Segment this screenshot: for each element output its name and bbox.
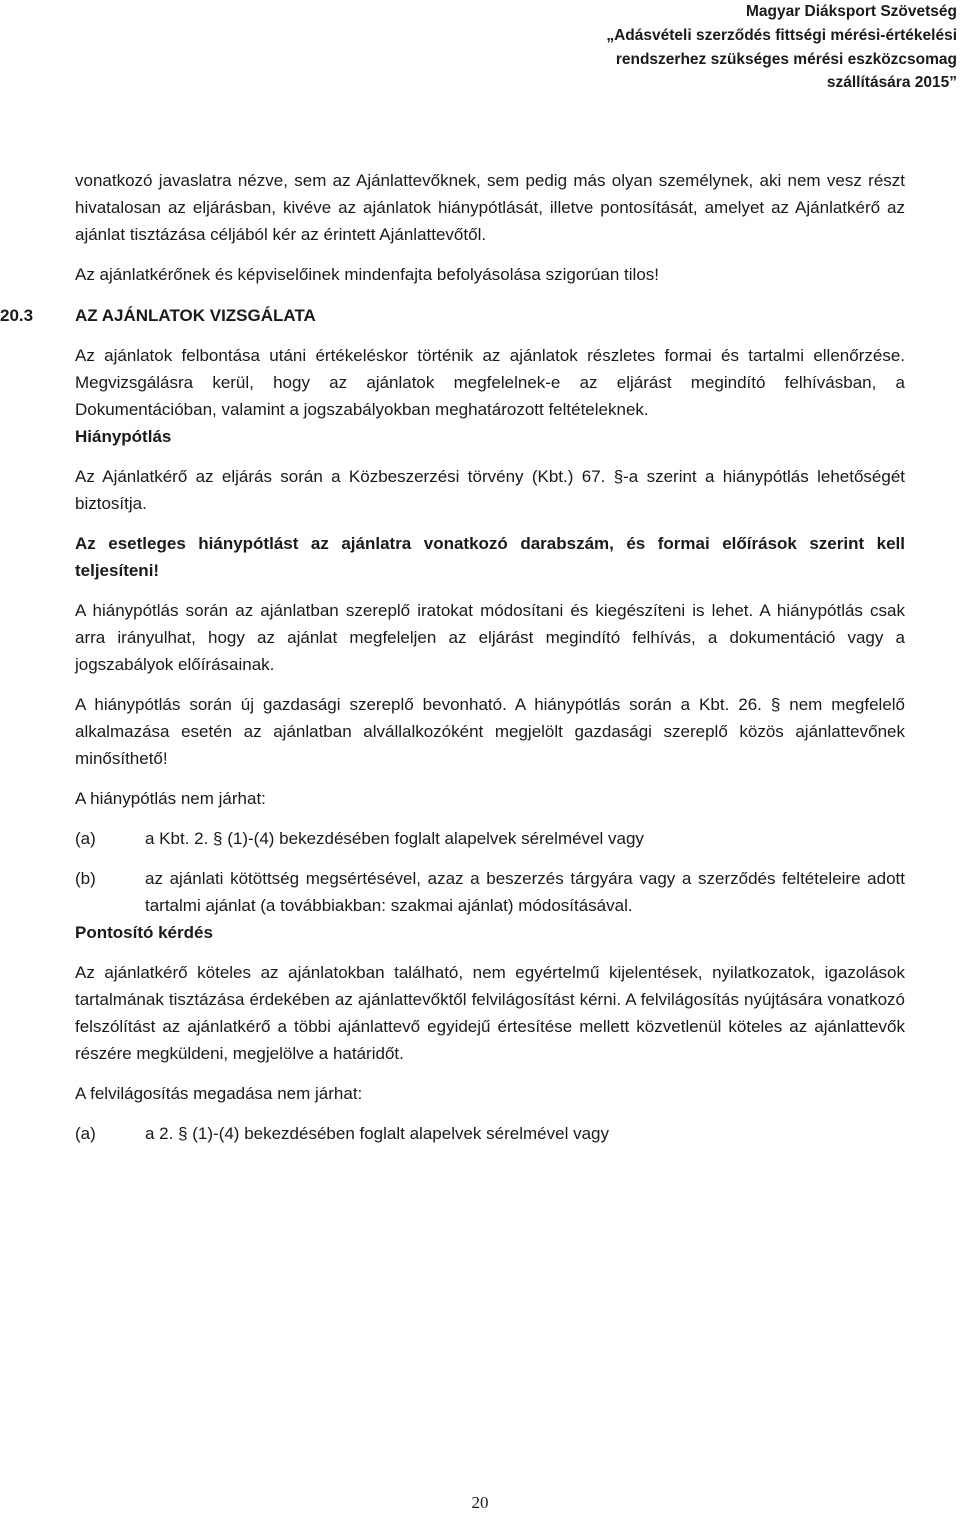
pontosito-paragraph-1: Az ajánlatkérő köteles az ajánlatokban található, nem egyértelmű kijelentések, nyilatkozatok, igazolások tartalmának tisztázása érdekében az ajánlattevőktől felvilágosítást kérni. A felvilágosítás nyújtására vonatkozó felszólítást az ajánlatkérő a többi ajánlattevő egyidejű értesítése mellett közvetlenül köteles az ajánlattevők részére megküldeni, megjelölve a határidőt.: [75, 963, 905, 1063]
header-organization: Magyar Diáksport Szövetség: [745, 3, 957, 20]
hianypotlas-paragraph-4: A hiánypótlás nem járhat:: [75, 789, 266, 808]
influence-paragraph: Az ajánlatkérőnek és képviselőinek mindenfajta befolyásolása szigorúan tilos!: [75, 265, 660, 284]
heading-pontosito: Pontosító kérdés: [75, 923, 213, 942]
section-number: 20.3: [0, 306, 34, 325]
list-item: [75, 1120, 905, 1147]
header-title-line-1: „Adásvételi szerződés fittségi mérési-értékelési: [606, 26, 957, 44]
list-item-label: (a): [75, 829, 96, 848]
list-item-label: (a): [75, 1124, 96, 1143]
page-number: 20: [471, 1493, 489, 1512]
hianypotlas-paragraph-2: A hiánypótlás során az ajánlatban szereplő iratokat módosítani és kiegészíteni is lehet. A hiánypótlás csak arra irányulhat, hogy az ajánlat megfeleljen az eljárást megindító felhívás, a dokumentáció vagy a jogszabályok előírásainak.: [75, 601, 905, 674]
intro-paragraph: vonatkozó javaslatra nézve, sem az Ajánlattevőknek, sem pedig más olyan személynek, aki nem vesz részt hivatalosan az eljárásban, kivéve az ajánlatok hiánypótlását, illetve pontosítását, amelyet az Ajánlatkérő az ajánlat tisztázása céljából kér az érintett Ajánlattevőtől.: [75, 171, 905, 244]
section-heading: [0, 302, 905, 329]
hianypotlas-paragraph-1: Az Ajánlatkérő az eljárás során a Közbeszerzési törvény (Kbt.) 67. §-a szerint a hiánypótlás lehetőségét biztosítja.: [75, 467, 905, 513]
hianypotlas-paragraph-3: A hiánypótlás során új gazdasági szereplő bevonható. A hiánypótlás során a Kbt. 26. § nem megfelelő alkalmazása esetén az ajánlatban alvállalkozóként megjelölt gazdasági szereplő közös ajánlattevőnek minősíthető!: [75, 695, 905, 768]
header-title-line-2: rendszerhez szükséges mérési eszközcsomag: [615, 50, 957, 68]
list-item: [75, 825, 905, 852]
list-item-text: a 2. § (1)-(4) bekezdésében foglalt alapelvek sérelmével vagy: [145, 1124, 609, 1143]
page-content: [0, 167, 905, 1147]
section-title: AZ AJÁNLATOK VIZSGÁLATA: [75, 306, 316, 325]
list-item-text: a Kbt. 2. § (1)-(4) bekezdésében foglalt alapelvek sérelmével vagy: [145, 829, 644, 848]
heading-hianypotlas: Hiánypótlás: [75, 427, 172, 446]
header-title-line-3: szállítására 2015”: [826, 74, 957, 92]
list-item-label: (b): [75, 869, 96, 888]
pontosito-paragraph-2: A felvilágosítás megadása nem járhat:: [75, 1084, 363, 1103]
hianypotlas-bold-notice: Az esetleges hiánypótlást az ajánlatra vonatkozó darabszám, és formai előírások szerint kell teljesíteni!: [75, 534, 905, 580]
list-item: [75, 865, 905, 919]
list-item-text: az ajánlati kötöttség megsértésével, azaz a beszerzés tárgyára vagy a szerződés feltételeire adott tartalmi ajánlat (a továbbiakban: szakmai ajánlat) módosításával.: [145, 869, 905, 915]
page-header: [417, 0, 957, 95]
evaluation-paragraph: Az ajánlatok felbontása utáni értékeléskor történik az ajánlatok részletes formai és tartalmi ellenőrzése. Megvizsgálásra kerül, hogy az ajánlatok megfelelnek-e az eljárást megindító felhívásban, a Dokumentációban, valamint a jogszabályokban meghatározott feltételeknek.: [75, 346, 905, 419]
